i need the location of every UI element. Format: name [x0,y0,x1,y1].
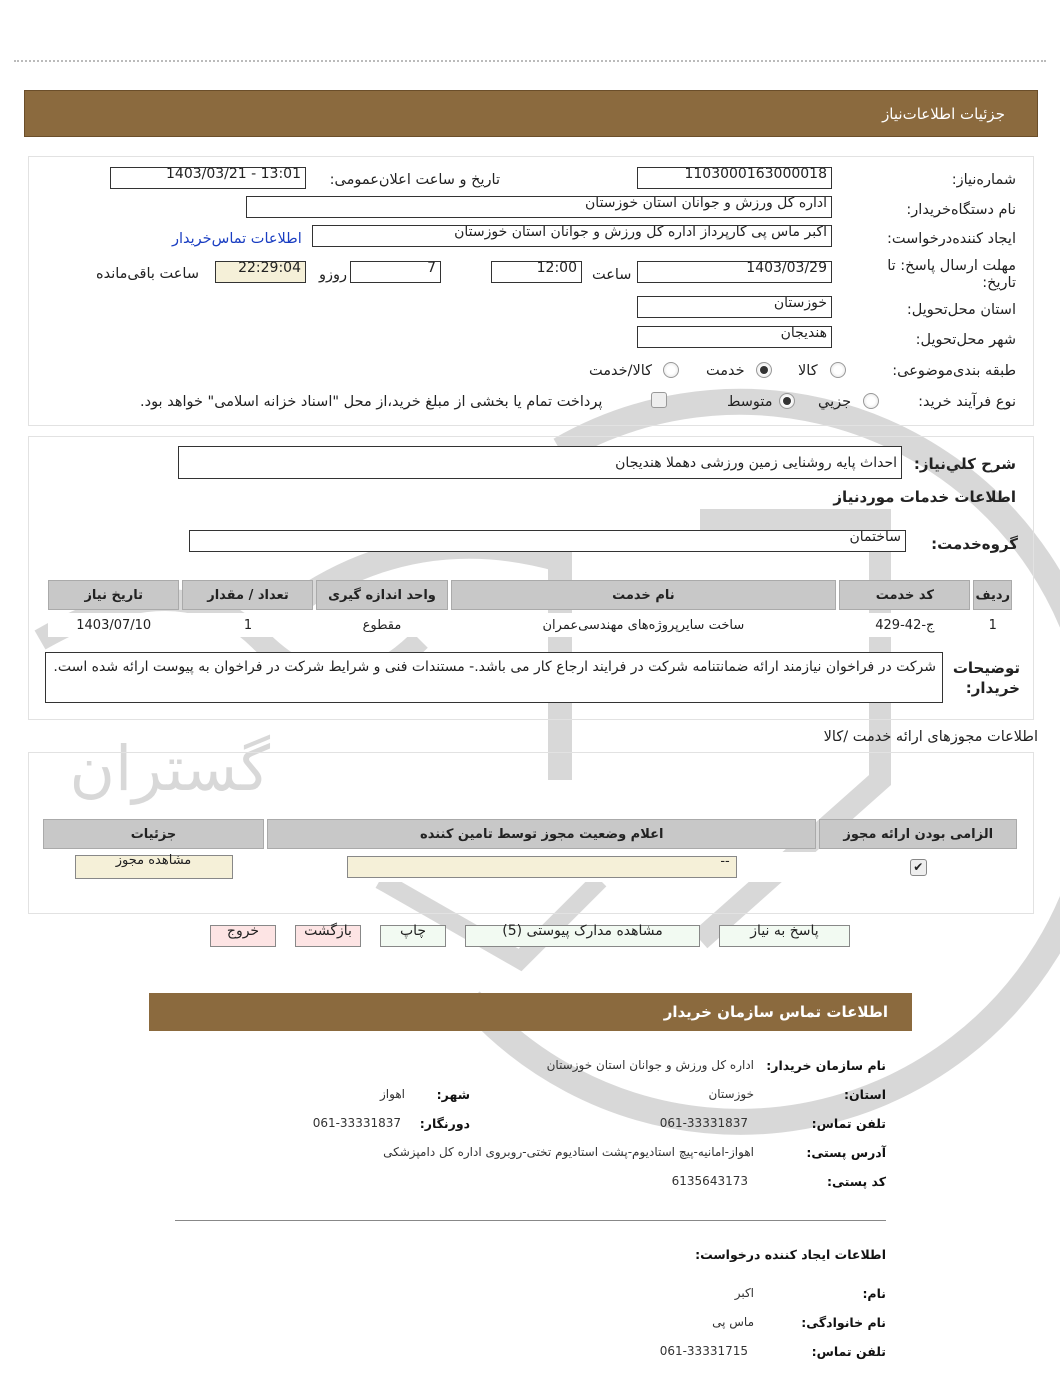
contact-divider [175,1220,886,1221]
first-name-label: نام: [862,1286,886,1301]
days-field: 7 [350,261,441,283]
table-row [43,852,1017,882]
col-permit-required: الزامی بودن ارائه مجوز [819,819,1017,849]
buyer-notes-field: شرکت در فراخوان نیازمند ارائه ضمانتنامه شرکت در فرایند ارجاع کار می باشد.- مستندات فنی و شرایط شرکت در فراخوان به پیوست ارائه شده است. [45,652,943,703]
reply-button[interactable]: پاسخ به نیاز [719,925,850,947]
cell-row: 1 [973,613,1012,637]
page-header [24,90,1038,137]
col-unit: واحد اندازه گیری [316,580,447,610]
process-minor-radio[interactable] [863,393,879,409]
services-info-title: اطلاعات خدمات موردنياز [833,488,1016,506]
buyer-notes-label: توضیحات خریدار: [952,659,1020,697]
remaining-label: ساعت باقی‌مانده [96,266,199,282]
service-group-label: گروه‌خدمت: [931,535,1018,553]
contact-header [149,993,912,1031]
permits-info-title: اطلاعات مجوزهای ارائه خدمت /کالا [823,729,1038,745]
first-name-value: اکبر [734,1286,754,1300]
permits-table-header [43,819,1017,849]
col-qty: تعداد / مقدار [182,580,313,610]
postal-value: 6135643173 [671,1174,748,1188]
cell-qty: 1 [182,613,313,637]
service-group-field: ساختمان [189,530,906,552]
remaining-time-field: 22:29:04 [215,261,306,283]
need-number-field: 1103000163000018 [637,167,832,189]
req-phone-label: تلفن تماس: [811,1344,886,1359]
process-medium-label: متوسط [727,394,773,410]
requester-info-title: اطلاعات ایجاد کننده درخواست: [695,1247,886,1262]
days-label: روزو [319,267,348,283]
province-label: استان محل‌تحویل: [906,302,1016,318]
col-permit-details: جزئیات [43,819,264,849]
col-permit-status: اعلام وضعیت مجوز توسط تامین کننده [267,819,816,849]
req-phone-value: 061-33331715 [659,1344,748,1358]
buyer-org-field: اداره کل ورزش و جوانان استان خوزستان [246,196,832,218]
col-date: تاریخ نیاز [48,580,179,610]
deadline-hour-field: 12:00 [491,261,582,283]
deadline-date-field: 1403/03/29 [637,261,832,283]
cell-unit: مقطوع [316,613,447,637]
postal-label: کد پستی: [826,1174,886,1189]
process-type-label: نوع فرآیند خرید: [918,394,1016,410]
category-service-radio[interactable] [756,362,772,378]
buyer-org-label: نام دستگاه‌خریدار: [906,202,1016,218]
process-minor-label: جزیي [818,394,852,410]
city-label: شهر محل‌تحویل: [915,332,1016,348]
city-field: هندیجان [637,326,832,348]
category-goods-radio[interactable] [830,362,846,378]
deadline-label: مهلت ارسال پاسخ: تا تاریخ: [887,258,1016,291]
province-contact-label: استان: [843,1087,886,1102]
back-button[interactable]: بازگشت [295,925,361,947]
col-code: کد خدمت [839,580,970,610]
cell-name: ساخت سایرپروژه‌های مهندسی‌عمران [451,613,837,637]
org-name-label: نام سازمان خریدار: [766,1058,886,1073]
deadline-hour-label: ساعت [592,267,632,283]
city-contact-label: شهر: [436,1087,470,1102]
permit-required-cell [819,852,1017,882]
phone-value: 061-33331837 [659,1116,748,1130]
summary-field: احداث پایه روشنایی زمین ورزشی دهملا هندیجان [178,446,902,479]
permit-status-field[interactable]: -- [347,856,737,878]
watermark-text: گستران [69,732,270,805]
category-service-label: خدمت [706,363,745,379]
summary-label: شرح کلي‌نياز: [913,455,1016,473]
address-label: آدرس پستی: [806,1145,886,1160]
top-divider [14,60,1046,62]
last-name-value: ماس پی [712,1315,754,1329]
page-title: جزئیات اطلاعات‌نیاز [882,105,1005,123]
col-name: نام خدمت [451,580,837,610]
announce-datetime-field: 1403/03/21 - 13:01 [110,167,306,189]
category-goods-label: کالا [798,363,818,379]
attachments-button[interactable]: مشاهده مدارک پیوستی (5) [465,925,700,947]
address-value: اهواز-امانیه-پیچ استادیوم-پشت استادیوم تختی-روبروی اداره کل دامپزشکی [383,1145,754,1159]
services-table-header [48,580,1012,610]
print-button[interactable]: چاپ [380,925,446,947]
cell-code: ج-42-429 [839,613,970,637]
requester-label: ایجاد کننده‌درخواست: [887,231,1016,247]
city-contact-value: اهواز [380,1087,405,1101]
treasury-note: پرداخت تمام یا بخشی از مبلغ خرید،از محل "اسناد خزانه اسلامی" خواهد بود. [140,394,603,410]
buyer-contact-link[interactable]: اطلاعات تماس‌خریدار [172,231,302,247]
exit-button[interactable]: خروج [210,925,276,947]
table-row [48,613,1012,637]
province-field: خوزستان [637,296,832,318]
services-table [45,577,1015,640]
phone-label: تلفن تماس: [811,1116,886,1131]
process-medium-radio[interactable] [779,393,795,409]
view-permit-button[interactable]: مشاهده مجوز [75,855,233,879]
requester-field: اکبر ماس پی کارپرداز اداره کل ورزش و جوانان استان خوزستان [312,225,832,247]
col-row: ردیف [973,580,1012,610]
permits-table [40,816,1020,885]
category-goods-service-label: کالا/خدمت [589,363,653,379]
last-name-label: نام خانوادگی: [801,1315,886,1330]
fax-label: دورنگار: [419,1116,470,1131]
treasury-checkbox[interactable] [651,392,667,408]
permit-details-cell [43,852,264,882]
announce-datetime-label: تاریخ و ساعت اعلان‌عمومی: [329,172,500,188]
permit-required-checkbox[interactable]: ✔ [910,859,927,876]
cell-date: 1403/07/10 [48,613,179,637]
province-contact-value: خوزستان [708,1087,754,1101]
fax-value: 061-33331837 [312,1116,401,1130]
category-goods-service-radio[interactable] [663,362,679,378]
org-name-value: اداره کل ورزش و جوانان استان خوزستان [546,1058,754,1072]
category-label: طبقه بندی‌موضوعی: [892,363,1016,379]
contact-title: اطلاعات تماس سازمان خریدار [663,1003,888,1021]
permit-status-cell [267,852,816,882]
need-number-label: شماره‌نیاز: [951,172,1016,188]
